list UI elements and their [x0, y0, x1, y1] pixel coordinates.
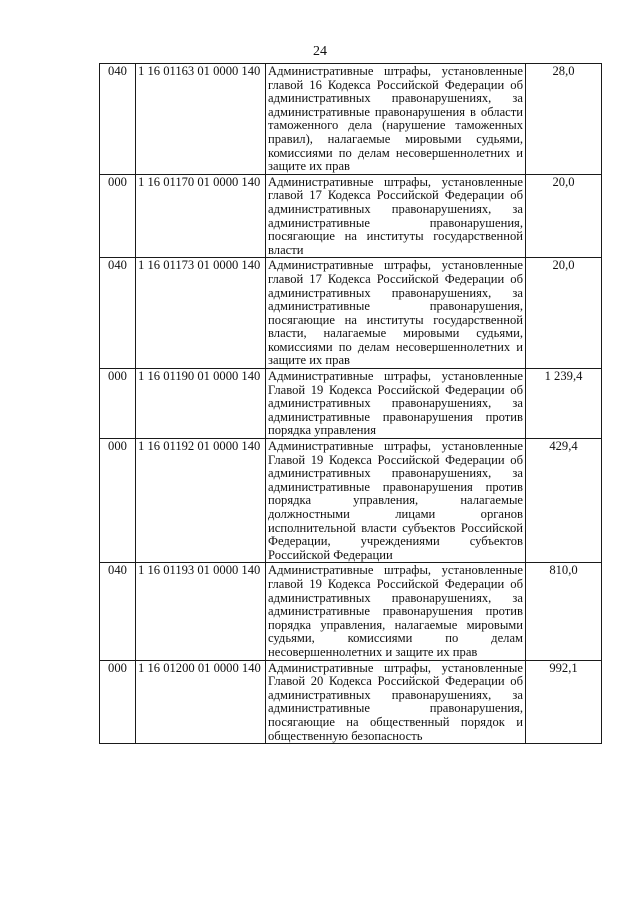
table-row	[100, 660, 602, 744]
classification-code-cell: 1 16 01163 01 0000 140	[136, 64, 266, 175]
table-row	[100, 369, 602, 439]
amount-cell: 20,0	[526, 258, 602, 369]
revenue-name-cell: Административные штрафы, установленные главой 16 Кодекса Российской Федерации об административных правонарушениях, за административные правонарушения в области таможенного дела (нарушение таможенных правил), налагаемые мировыми судьями, комиссиями по делам несовершеннолетних и защите их прав	[266, 64, 526, 175]
classification-code-cell: 1 16 01170 01 0000 140	[136, 174, 266, 258]
admin-code-cell: 000	[100, 439, 136, 563]
amount-cell: 1 239,4	[526, 369, 602, 439]
admin-code-cell: 040	[100, 64, 136, 175]
amount-cell: 20,0	[526, 174, 602, 258]
classification-code-cell: 1 16 01173 01 0000 140	[136, 258, 266, 369]
table-row	[100, 258, 602, 369]
revenue-name-cell: Административные штрафы, установленные главой 17 Кодекса Российской Федерации об административных правонарушениях, за административные правонарушения, посягающие на институты государственной власти	[266, 174, 526, 258]
amount-cell: 429,4	[526, 439, 602, 563]
amount-cell: 28,0	[526, 64, 602, 175]
page-number: 24	[313, 44, 327, 59]
amount-cell: 992,1	[526, 660, 602, 744]
admin-code-cell: 000	[100, 369, 136, 439]
table-row	[100, 563, 602, 660]
revenue-name-cell: Административные штрафы, установленные Главой 19 Кодекса Российской Федерации об административных правонарушениях, за административные правонарушения против порядка управления, налагаемые должностными лицами органов исполнительной власти субъектов Российской Федерации, учреждениями субъектов Российской Федерации	[266, 439, 526, 563]
table-row	[100, 174, 602, 258]
budget-revenue-table	[99, 63, 602, 744]
revenue-name-cell: Административные штрафы, установленные Главой 20 Кодекса Российской Федерации об административных правонарушениях, за административные правонарушения, посягающие на общественный порядок и общественную безопасность	[266, 660, 526, 744]
admin-code-cell: 000	[100, 174, 136, 258]
classification-code-cell: 1 16 01190 01 0000 140	[136, 369, 266, 439]
revenue-name-cell: Административные штрафы, установленные главой 19 Кодекса Российской Федерации об административных правонарушениях, за административные правонарушения против порядка управления, налагаемые мировыми судьями, комиссиями по делам несовершеннолетних и защите их прав	[266, 563, 526, 660]
admin-code-cell: 000	[100, 660, 136, 744]
table-row	[100, 64, 602, 175]
revenue-name-cell: Административные штрафы, установленные Главой 19 Кодекса Российской Федерации об административных правонарушениях, за административные правонарушения против порядка управления	[266, 369, 526, 439]
table-row	[100, 439, 602, 563]
amount-cell: 810,0	[526, 563, 602, 660]
admin-code-cell: 040	[100, 258, 136, 369]
classification-code-cell: 1 16 01192 01 0000 140	[136, 439, 266, 563]
classification-code-cell: 1 16 01193 01 0000 140	[136, 563, 266, 660]
revenue-name-cell: Административные штрафы, установленные главой 17 Кодекса Российской Федерации об административных правонарушениях, за административные правонарушения, посягающие на институты государственной власти, налагаемые мировыми судьями, комиссиями по делам несовершеннолетних и защите их прав	[266, 258, 526, 369]
classification-code-cell: 1 16 01200 01 0000 140	[136, 660, 266, 744]
admin-code-cell: 040	[100, 563, 136, 660]
